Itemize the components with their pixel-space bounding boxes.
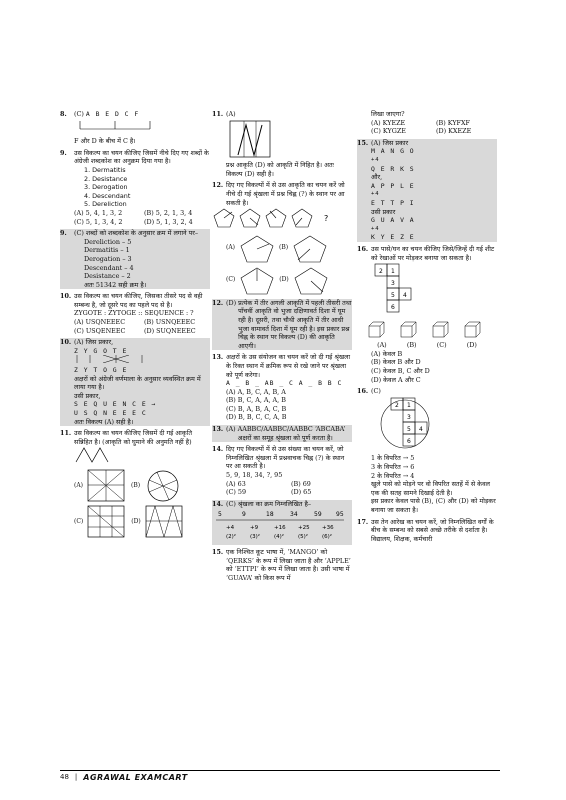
option: (D) KXEZE [436, 127, 472, 136]
svg-text:4: 4 [419, 425, 423, 433]
svg-text:1: 1 [391, 268, 395, 276]
svg-text:9: 9 [242, 511, 246, 519]
svg-text:(5)²: (5)² [298, 534, 308, 541]
option-figure-d [293, 266, 329, 296]
question-17: 17. उस तेन आरेख का चयन करें, जो निम्नलिखित वर्गों के बीच के सम्बन्ध को सबसे अच्छे तरीके से दर्शाता है। विद्यालय, शिक्षक, कर्मचारी [357, 517, 494, 543]
cube-net [371, 262, 431, 318]
answer-note: अतः 51342 सही क्रम है। [84, 280, 147, 289]
svg-text:5: 5 [407, 425, 411, 433]
option-figure-c [87, 505, 127, 539]
answer-15: 15. (A) जिस प्रकार M A N G O +4 Q E R K S और, A P P L E +4 E T T P I उसी प्रकार G U A V A +4 K Y E Z E [357, 139, 497, 242]
option: (A) केवल B [371, 349, 403, 358]
option: (D) 65 [291, 488, 312, 497]
list-item: Descendant – 4 [84, 263, 134, 272]
answer-8: 8. (C) A B E D C F F और D के बीच में C है। [60, 110, 210, 146]
question-figure [74, 446, 114, 464]
page-number: 48 [60, 773, 69, 781]
number-series-figure [212, 508, 348, 542]
page-footer [60, 770, 500, 783]
option: (D) SUQNEEEC [144, 326, 196, 335]
answer-figure [228, 119, 274, 159]
option-figure-d [145, 505, 185, 539]
svg-text:+36: +36 [322, 525, 334, 532]
column-2 [212, 110, 352, 585]
letter-sequence: A B E D C F [85, 110, 140, 118]
svg-text:+25: +25 [298, 525, 310, 532]
option: (A) 5, 4, 1, 3, 2 [74, 208, 123, 217]
answer-note: F और D के बीच में C है। [74, 137, 136, 146]
answer-13: 13. (A) AABBC/AABBC/AABBC ‘ABCABA’ अक्षरों का समूह श्रृंखला को पूर्ण करता है। [212, 425, 352, 442]
column-3 [357, 110, 497, 546]
svg-text:(2)²: (2)² [226, 534, 236, 541]
option: (A) USQNEEEC [74, 318, 126, 327]
list-item: 2. Desistance [84, 174, 128, 183]
svg-text:+4: +4 [226, 525, 235, 532]
svg-text:6: 6 [391, 304, 395, 312]
svg-text:2: 2 [395, 401, 399, 409]
option-figure-a [239, 234, 275, 264]
svg-text:5: 5 [391, 292, 395, 300]
option: (D) B, B, C, C, A, B [226, 413, 287, 422]
option: (A) KYEZE [371, 118, 406, 127]
list-item: 5. Dereliction [84, 200, 127, 209]
question-14: 14. दिए गए विकल्पों में से उस संख्या का चयन करें, जो निम्नलिखित श्रृंखला में प्रश्नवाचक चिह्न (?) के स्थान पर आ सकती है। 5, 9, 18, 34, ?, 95 (A) 63 (B) 69 (C) 59 (D) 65 [212, 445, 352, 497]
answer-16: 16. (C) 2 1 3 5 4 6 1 के विपरित → 5 3 के विपरित → 6 2 के विपरित → 4 खुले पासे को मोड़ने पर वो विपरित सतहें में से केवल एक की सतह सामने दिखाई देती है। इस प्रकार केवल पासे (B), (C) और (D) को मोड़कर बनाया जा सकता है। [357, 387, 496, 514]
svg-text:18: 18 [266, 511, 274, 519]
question-11: 11. उस विकल्प का चयन कीजिए जिसमें दी गई आकृति सन्निहित है। (आकृति को घुमाने की अनुमति नहीं है) (A) (B) (C) (D) [60, 429, 210, 539]
list-item: Derogation – 3 [84, 254, 132, 263]
letter-brace-figure [60, 119, 170, 135]
svg-text:1: 1 [407, 401, 411, 409]
svg-text:3: 3 [391, 280, 395, 288]
pentagon-series [212, 207, 342, 229]
question-9: 9. उस विकल्प का चयन कीजिए जिसमें नीचे दिए गए शब्दों के अंग्रेजी शब्दकोश का अनुक्रम दिया गया है। 1. Dermatitis 2. Desistance 3. Derogation 4. Descendant 5. Dereliction (A) 5, 4, 1, 3, 2 (B) 5, 2, 1, 3, 4 (C) 5, 1, 3, 4, 2 (D) 5, 1, 3, 2, 4 [60, 148, 209, 226]
answer-note: अतः विकल्प (A) सही है। [74, 417, 134, 426]
analogy-line: ZYGOTE : ZYTOGE :: SEQUENCE : ? [74, 309, 194, 318]
svg-text:6: 6 [407, 437, 411, 445]
svg-text:4: 4 [403, 292, 407, 300]
svg-text:2: 2 [379, 268, 383, 276]
footer-separator: | [74, 773, 78, 781]
brand-logo: AGRAWAL EXAMCART [83, 772, 188, 782]
option: (D) 5, 1, 3, 2, 4 [144, 217, 193, 226]
svg-text:(6)²: (6)² [322, 534, 332, 541]
question-10: 10. उस विकल्प का चयन कीजिए, जिसका तीसरे पद से वही सम्बन्ध है, जो दूसरे पद का पहले पद से है। ZYGOTE : ZYTOGE :: SEQUENCE : ? (A) USQNEEEC (B) USNQEEEC (C) USQENEEC (D) SUQNEEEC [60, 292, 210, 335]
column-1 [60, 110, 210, 542]
option: (B) 69 [291, 479, 311, 488]
list-item: 1. Dermatitis [84, 165, 126, 174]
list-item: 4. Descendant [84, 191, 131, 200]
answer-11: 11. (A) प्रश्न आकृति (D) को आकृति में निहित है। अतः विकल्प (D) सही है। [212, 110, 334, 178]
question-12: 12. दिए गए विकल्पों में से उस आकृति का चयन करें जो नीचे दी गई श्रृंखला में प्रश्न चिह्न (?) के स्थान पर आ सकती है। ? (A) (B) (C) (D) [212, 181, 352, 295]
option: (C) USQENEEC [74, 326, 126, 335]
option: (C) 59 [226, 488, 247, 497]
option: (B) KYFXF [436, 118, 470, 127]
cube-net-solution [371, 396, 441, 452]
arrow-figure [74, 355, 164, 363]
answer-14: 14. (C) श्रृंखला का क्रम निम्नलिखित है– 5 9 18 34 59 95 +4 +9 +16 +25 +36 (2)² (3)² (4)² (5)² (6)² [212, 500, 352, 545]
svg-text:95: 95 [336, 511, 344, 519]
option: (A) A, B, C, A, B, A [226, 387, 286, 396]
svg-text:(3)²: (3)² [250, 534, 260, 541]
option-figure-c [239, 266, 275, 296]
answer-9: 9. (C) शब्दों को शब्दकोश के अनुसार क्रम में लगाने पर– Dereliction – 5 Dermatitis – 1 Derogation – 3 Descendant – 4 Desistance – 2 अतः 51342 सही क्रम है। [60, 229, 210, 289]
option: (C) KYGZE [371, 127, 406, 136]
answer-10: 10. (A) जिस प्रकार, Z Y G O T E Z Y T O G E अक्षरों को अंग्रेजी वर्णमाला के अनुसार व्यवस्थित क्रम में लाया गया है। उसी प्रकार, S E Q U E N C E → U S Q N E E E C अतः विकल्प (A) सही है। [60, 338, 210, 426]
question-15: 15. एक निश्चित कूट भाषा में, ‘MANGO’ को ‘QERKS’ के रूप में लिखा जाता है और ‘APPLE’ को ‘ETTPI’ के रूप में लिखा जाता है। उसी भाषा में ‘GUAVA’ को किस रूप में [212, 548, 351, 582]
list-item: Desistance – 2 [84, 272, 131, 281]
option: (C) 5, 1, 3, 4, 2 [74, 217, 123, 226]
option-figure-a [87, 469, 127, 503]
svg-text:5: 5 [218, 511, 222, 519]
option: (B) केवल B और D [371, 358, 421, 367]
question-15-cont: लिखा जाएगा? (A) KYEZE (B) KYFXF (C) KYGZE (D) KXEZE [357, 110, 497, 136]
answer-12: 12. (D) प्रत्येक में तीर अगली आकृति में पहली तीसरी तथा पाँचवीं आकृति वो भुजा दक्षिणावर्त दिशा में घूम रही है। दूसरी, तथा चौथी आकृति में तीर आधी भुजा वामावर्त दिशा में घूम रही है। इस प्रकार प्रश्न चिह्न के स्थान पर विकल्प (D) की आकृति आएगी। [212, 298, 352, 350]
question-16: 16. उस पासे/घन का चयन कीजिए जिसे/जिन्हें दी गई शीट को रेखाओं पर मोड़कर बनाया जा सकता है। 2 1 3 5 4 6 (A) (B) (C) (D) (A) केवल B (B) केवल B और D (C) केवल B, C और D (D) केवल A और C [357, 245, 497, 384]
list-item: Dermatitis – 1 [84, 246, 130, 255]
option: (C) B, A, B, A, C, B [226, 404, 287, 413]
svg-text:59: 59 [314, 511, 322, 519]
option: (B) B, C, A, A, A, B [226, 396, 286, 405]
list-item: 3. Derogation [84, 183, 128, 192]
list-item: Dereliction – 5 [84, 237, 132, 246]
option-figure-b [144, 469, 184, 503]
svg-text:34: 34 [290, 511, 298, 519]
cube-options [367, 321, 497, 339]
option: (C) केवल B, C और D [371, 367, 430, 376]
svg-text:+16: +16 [274, 525, 286, 532]
option: (A) 63 [226, 479, 246, 488]
option: (D) केवल A और C [371, 375, 421, 384]
question-mark: ? [324, 214, 329, 224]
option: (B) USNQEEEC [144, 318, 196, 327]
option: (B) 5, 2, 1, 3, 4 [144, 208, 193, 217]
svg-text:(4)²: (4)² [274, 534, 284, 541]
option-figure-b [292, 234, 328, 264]
svg-text:3: 3 [407, 413, 411, 421]
question-13: 13. अक्षरों के उस संयोजन का चयन करें जो दी गई श्रृंखला के रिक्त स्थान में क्रमिक रूप से रखे जाने पर श्रृंखला को पूर्ण करेगा। A _ B _ AB _ C A _ B B C (A) A, B, C, A, B, A (B) B, C, A, A, A, B (C) B, A, B, A, C, B (D) B, B, C, C, A, B [212, 353, 351, 422]
svg-text:+9: +9 [250, 525, 259, 532]
